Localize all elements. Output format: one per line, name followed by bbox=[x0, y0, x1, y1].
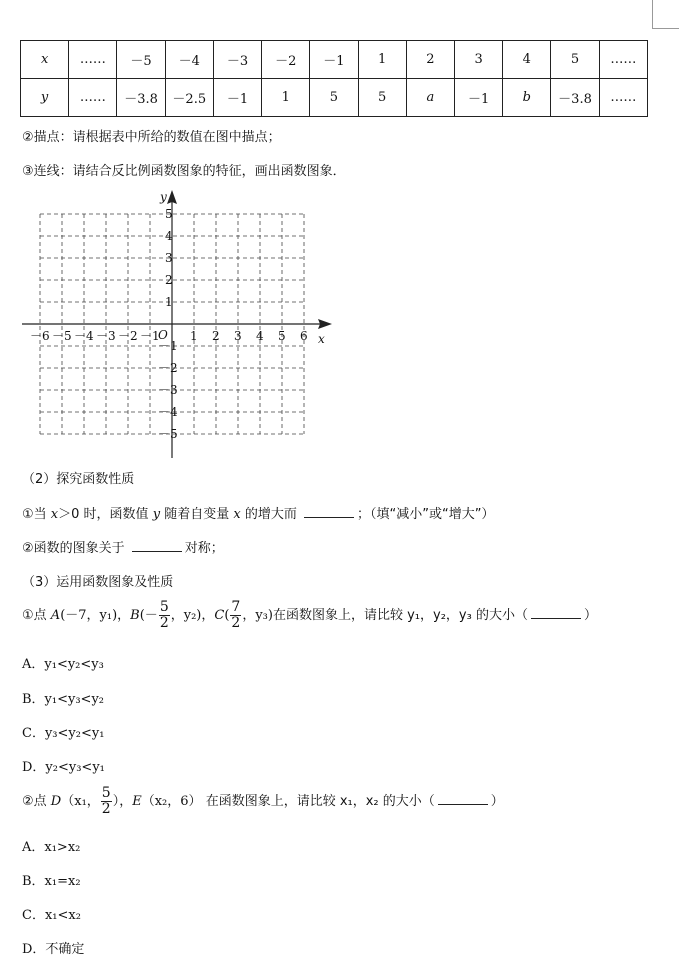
table-cell: …… bbox=[599, 41, 647, 79]
y-tick-label: －1 bbox=[158, 339, 178, 353]
x-tick-label: 6 bbox=[300, 329, 308, 343]
fraction: $\frac{5}{2}$ bbox=[101, 785, 111, 817]
answer-blank-4[interactable] bbox=[438, 792, 488, 805]
y-tick-label: －2 bbox=[158, 361, 178, 375]
part2-question-2: ②函数的图象关于 对称； bbox=[22, 541, 224, 556]
x-tick-label: －5 bbox=[52, 329, 72, 343]
table-row-y bbox=[21, 79, 648, 117]
answer-blank-1[interactable] bbox=[304, 505, 354, 518]
table-cell: 5 bbox=[551, 41, 599, 79]
table-cell: －3.8 bbox=[117, 79, 165, 117]
table-cell: －5 bbox=[117, 41, 165, 79]
y-tick-label: －4 bbox=[158, 405, 178, 419]
y-tick-label: 2 bbox=[165, 273, 173, 287]
table-cell: －1 bbox=[310, 41, 358, 79]
part3-question-1: ①点 A(－7，y₁)，B(－ $\frac{5}{2}$ ，y₂)，C( $\frac{7}{2}$ ，y₃)在函数图象上，请比较 y₁，y₂，y₃ 的大小（ ） bbox=[22, 599, 597, 631]
answer-blank-2[interactable] bbox=[132, 539, 182, 552]
x-tick-label: －1 bbox=[140, 329, 160, 343]
table-header-y: y bbox=[21, 79, 69, 117]
x-tick-label: 5 bbox=[278, 329, 286, 343]
option-item[interactable]: D．y₂<y₃<y₁ bbox=[22, 760, 105, 775]
table-cell: …… bbox=[599, 79, 647, 117]
part2-heading: （2）探究函数性质 bbox=[22, 472, 135, 487]
table-cell: 5 bbox=[358, 79, 406, 117]
x-tick-label: －2 bbox=[118, 329, 138, 343]
option-item[interactable]: D．不确定 bbox=[22, 942, 85, 957]
x-tick-label: －6 bbox=[30, 329, 50, 343]
option-item[interactable]: A．y₁<y₂<y₃ bbox=[22, 657, 104, 672]
table-cell: …… bbox=[69, 41, 117, 79]
coordinate-grid bbox=[20, 186, 340, 461]
option-item[interactable]: C．y₃<y₂<y₁ bbox=[22, 726, 105, 741]
table-cell: －2.5 bbox=[165, 79, 213, 117]
step-plot-points: ②描点：请根据表中所给的数值在图中描点； bbox=[22, 130, 281, 145]
y-tick-label: －3 bbox=[158, 383, 178, 397]
x-tick-label: －3 bbox=[96, 329, 116, 343]
x-tick-label: 3 bbox=[234, 329, 242, 343]
option-item[interactable]: A．x₁>x₂ bbox=[22, 840, 81, 855]
table-cell: …… bbox=[69, 79, 117, 117]
x-axis-label: x bbox=[318, 332, 325, 346]
table-cell-a: a bbox=[406, 79, 454, 117]
x-axis-arrow-icon bbox=[318, 319, 332, 329]
y-axis-label: y bbox=[160, 190, 167, 204]
table-cell: －2 bbox=[262, 41, 310, 79]
part3-question-2: ②点 D（x₁， $\frac{5}{2}$ ），E（x₂，6） 在函数图象上，请比较 x₁，x₂ 的大小（ ） bbox=[22, 785, 504, 817]
table-cell: －1 bbox=[213, 79, 261, 117]
y-tick-label: －5 bbox=[158, 427, 178, 441]
table-row-x bbox=[21, 41, 648, 79]
table-cell: 1 bbox=[358, 41, 406, 79]
option-item[interactable]: C．x₁<x₂ bbox=[22, 908, 81, 923]
value-table bbox=[20, 40, 648, 117]
table-cell: 4 bbox=[503, 41, 551, 79]
x-tick-label: －4 bbox=[74, 329, 94, 343]
answer-blank-3[interactable] bbox=[531, 606, 581, 619]
part2-question-1: ①当 x＞0 时，函数值 y 随着自变量 x 的增大而 ；（填“减小”或“增大”） bbox=[22, 507, 495, 522]
y-tick-label: 5 bbox=[165, 207, 173, 221]
option-item[interactable]: B．x₁=x₂ bbox=[22, 874, 81, 889]
table-cell: －3 bbox=[213, 41, 261, 79]
fraction: $\frac{5}{2}$ bbox=[159, 599, 169, 631]
part3-heading: （3）运用函数图象及性质 bbox=[22, 575, 174, 590]
option-item[interactable]: B．y₁<y₃<y₂ bbox=[22, 692, 105, 707]
x-tick-label: 4 bbox=[256, 329, 264, 343]
origin-label: O bbox=[158, 328, 168, 342]
fraction: $\frac{7}{2}$ bbox=[231, 599, 241, 631]
table-cell: 3 bbox=[454, 41, 502, 79]
table-cell: －3.8 bbox=[551, 79, 599, 117]
table-cell: －4 bbox=[165, 41, 213, 79]
y-tick-label: 1 bbox=[165, 295, 173, 309]
table-cell-b: b bbox=[503, 79, 551, 117]
step-connect-lines: ③连线：请结合反比例函数图象的特征，画出函数图象． bbox=[22, 164, 346, 179]
page-corner-mark bbox=[652, 0, 679, 29]
y-tick-label: 3 bbox=[165, 251, 173, 265]
x-tick-label: 2 bbox=[212, 329, 220, 343]
x-tick-label: 1 bbox=[190, 329, 198, 343]
table-cell: －1 bbox=[454, 79, 502, 117]
table-cell: 5 bbox=[310, 79, 358, 117]
table-cell: 1 bbox=[262, 79, 310, 117]
table-header-x: x bbox=[21, 41, 69, 79]
y-tick-label: 4 bbox=[165, 229, 173, 243]
y-axis-arrow-icon bbox=[167, 190, 177, 204]
table-cell: 2 bbox=[406, 41, 454, 79]
